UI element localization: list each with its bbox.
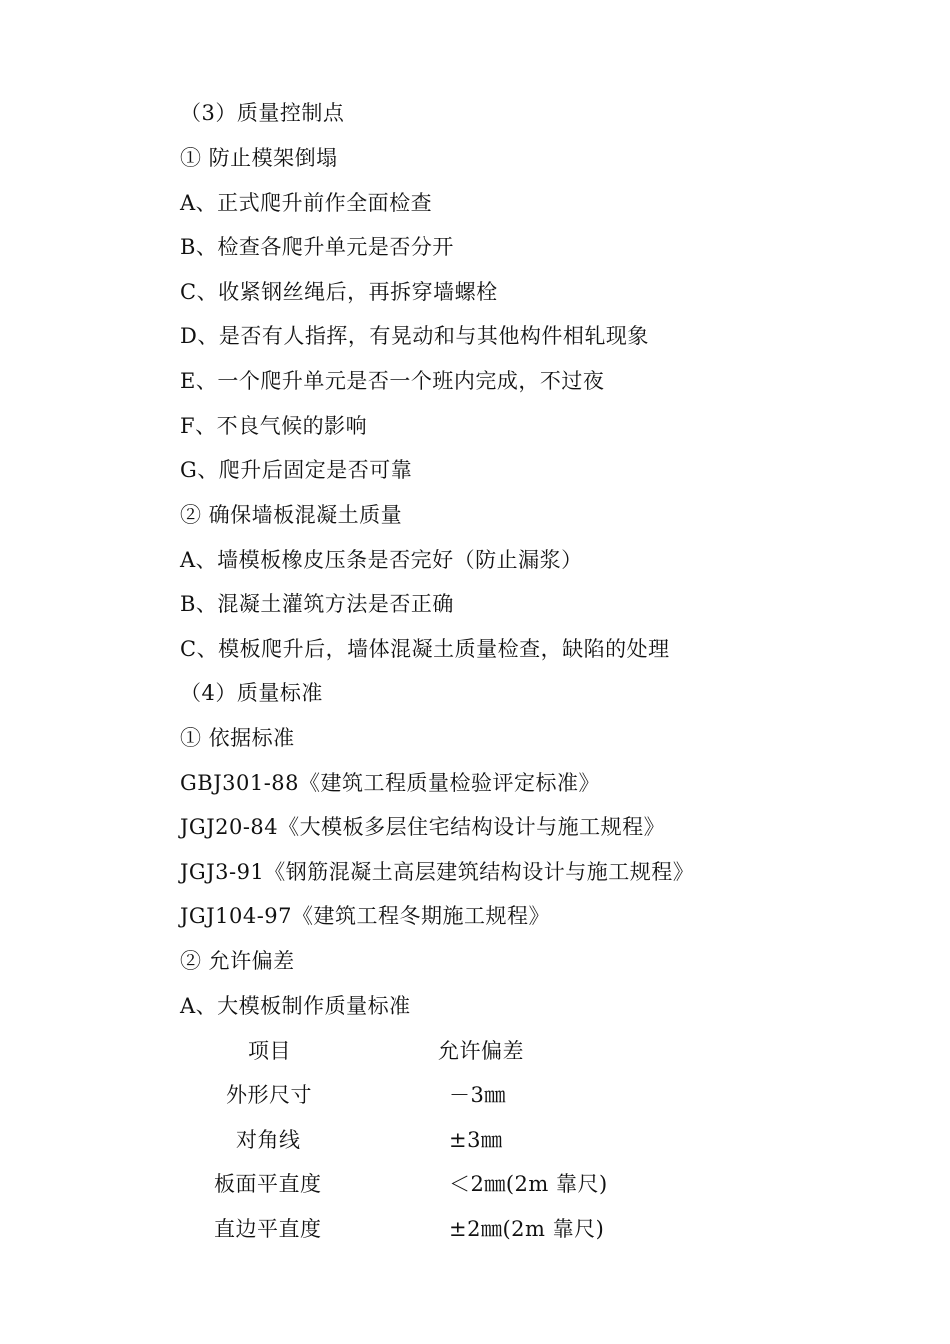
- subheading-reference-standards: ① 依据标准: [180, 726, 295, 750]
- standard-reference: JGJ20-84《大模板多层住宅结构设计与施工规程》: [180, 815, 666, 839]
- standard-reference: JGJ3-91《钢筋混凝土高层建筑结构设计与施工规程》: [180, 860, 695, 884]
- list-item: B、混凝土灌筑方法是否正确: [180, 592, 454, 616]
- section-heading-quality-control: （3）质量控制点: [180, 101, 345, 125]
- table-cell-deviation: ＜2㎜(2m 靠尺): [449, 1172, 608, 1196]
- list-item: A、墙模板橡皮压条是否完好（防止漏浆）: [180, 548, 583, 572]
- table-cell-deviation: －3㎜: [449, 1083, 506, 1107]
- table-header-deviation: 允许偏差: [438, 1039, 524, 1063]
- list-item: C、模板爬升后，墙体混凝土质量检查，缺陷的处理: [180, 637, 670, 661]
- subheading-prevent-collapse: ① 防止模架倒塌: [180, 146, 338, 170]
- list-item: G、爬升后固定是否可靠: [180, 458, 413, 482]
- standard-reference: JGJ104-97《建筑工程冬期施工规程》: [180, 904, 551, 928]
- table-cell-item: 对角线: [236, 1128, 301, 1152]
- list-item: E、一个爬升单元是否一个班内完成，不过夜: [180, 369, 605, 393]
- section-heading-quality-standard: （4）质量标准: [180, 681, 323, 705]
- table-cell-deviation: ±3㎜: [449, 1128, 503, 1152]
- list-item: A、正式爬升前作全面检查: [180, 191, 433, 215]
- standard-reference: GBJ301-88《建筑工程质量检验评定标准》: [180, 771, 601, 795]
- list-item: F、不良气候的影响: [180, 414, 368, 438]
- list-item: C、收紧钢丝绳后，再拆穿墙螺栓: [180, 280, 498, 304]
- list-item: A、大模板制作质量标准: [180, 994, 411, 1018]
- table-cell-item: 外形尺寸: [226, 1083, 312, 1107]
- table-cell-item: 板面平直度: [214, 1172, 322, 1196]
- list-item: B、检查各爬升单元是否分开: [180, 235, 454, 259]
- table-header-item: 项目: [248, 1039, 291, 1063]
- table-cell-item: 直边平直度: [214, 1217, 322, 1241]
- list-item: D、是否有人指挥，有晃动和与其他构件相轧现象: [180, 324, 649, 348]
- table-cell-deviation: ±2㎜(2m 靠尺): [449, 1217, 605, 1241]
- subheading-concrete-quality: ② 确保墙板混凝土质量: [180, 503, 403, 527]
- subheading-allowed-deviation: ② 允许偏差: [180, 949, 295, 973]
